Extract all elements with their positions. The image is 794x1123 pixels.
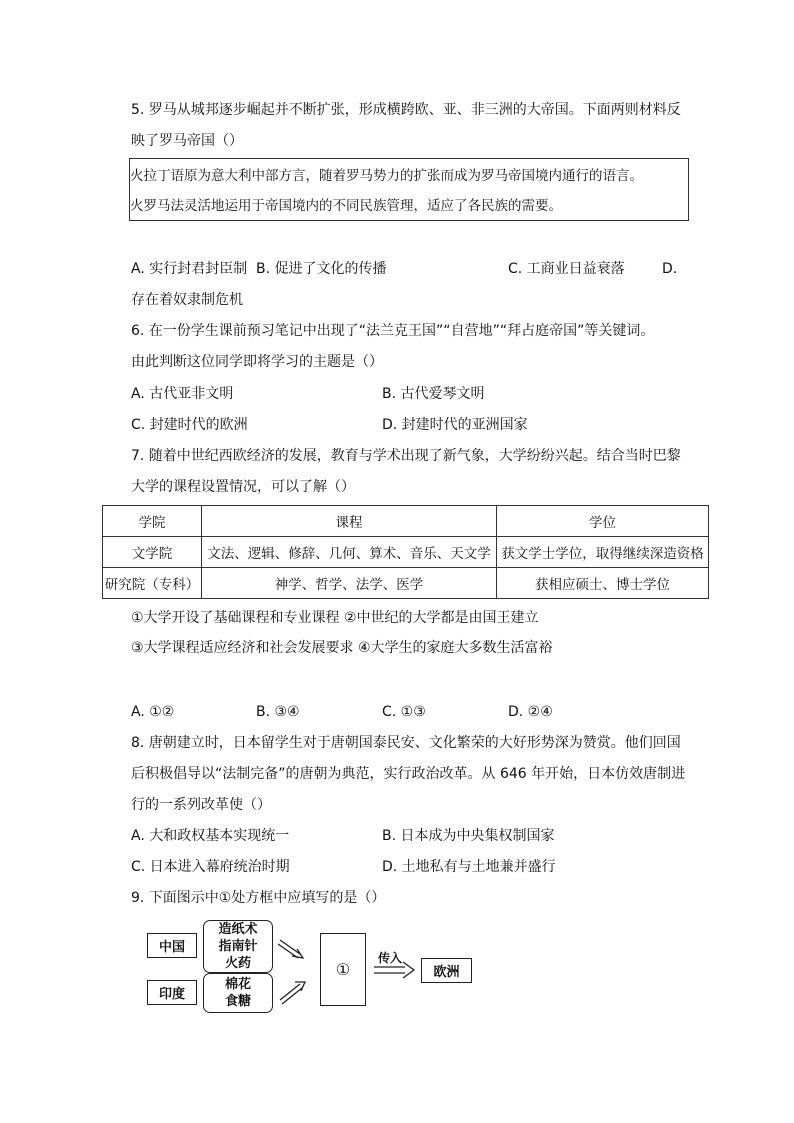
q6-option-b[interactable]: B. 古代爱琴文明 <box>382 386 485 402</box>
q6-option-d[interactable]: D. 封建时代的亚洲国家 <box>382 417 528 433</box>
table-cell: 研究院（专科） <box>103 568 202 599</box>
q5-stem-line2: 映了罗马帝国（） <box>131 133 243 149</box>
table-row <box>103 568 709 599</box>
arrow-head <box>403 962 414 978</box>
table-header-cell: 学位 <box>497 506 709 537</box>
table-cell: 获相应硕士、博士学位 <box>497 568 709 599</box>
table-header-row <box>103 506 709 537</box>
invention-item: 造纸术 <box>218 922 258 937</box>
q5-option-c[interactable]: C. 工商业日益衰落 <box>508 261 625 277</box>
q7-stem-line1: 7. 随着中世纪西欧经济的发展，教育与学术出现了新气象，大学纷纷兴起。结合当时巴黎 <box>131 448 681 464</box>
q7-option-d[interactable]: D. ②④ <box>508 704 553 720</box>
table-cell: 文法、逻辑、修辞、几何、算术、音乐、天文学 <box>202 537 497 568</box>
europe-box <box>421 958 472 983</box>
q6-stem-line1: 6. 在一份学生课前预习笔记中出现了“法兰克王国”“自营地”“拜占庭帝国”等关键词。 <box>131 323 655 339</box>
blank-box-1 <box>320 933 366 1006</box>
q7-statements-12: ①大学开设了基础课程和专业课程 ②中世纪的大学都是由国王建立 <box>131 610 539 626</box>
product-item: 棉花 <box>224 977 251 992</box>
q7-statements-34: ③大学课程适应经济和社会发展要求 ④大学生的家庭大多数生活富裕 <box>131 640 553 656</box>
q8-option-c[interactable]: C. 日本进入幕府统治时期 <box>131 859 290 875</box>
india-label: 印度 <box>158 987 185 1002</box>
q8-stem-line1: 8. 唐朝建立时，日本留学生对于唐朝国泰民安、文化繁荣的大好形势深为赞赏。他们回国 <box>131 735 681 751</box>
q8-option-d[interactable]: D. 土地私有与土地兼并盛行 <box>382 859 556 875</box>
invention-item: 指南针 <box>218 939 258 954</box>
q8-option-a[interactable]: A. 大和政权基本实现统一 <box>131 828 290 844</box>
q7-option-b[interactable]: B. ③④ <box>256 704 300 720</box>
table-cell: 神学、哲学、法学、医学 <box>202 568 497 599</box>
arrow-head <box>292 949 303 958</box>
q8-stem-line3: 行的一系列改革使（） <box>131 797 271 813</box>
table-row <box>103 537 709 568</box>
q5-material-box <box>129 158 689 221</box>
q8-option-b[interactable]: B. 日本成为中央集权制国家 <box>382 828 555 844</box>
course-table <box>102 505 709 599</box>
trade-diagram <box>140 918 480 1010</box>
europe-label: 欧洲 <box>433 965 460 980</box>
q5-stem-line1: 5. 罗马从城邦逐步崛起并不断扩张，形成横跨欧、亚、非三洲的大帝国。下面两则材料反 <box>131 102 681 118</box>
table-cell: 文学院 <box>103 537 202 568</box>
q9-stem-line1: 9. 下面图示中①处方框中应填写的是（） <box>131 890 386 906</box>
blank-marker: ① <box>335 960 351 979</box>
arrow-label: 传入 <box>378 951 403 965</box>
q5-option-b[interactable]: B. 促进了文化的传播 <box>256 261 387 277</box>
table-header-cell: 学院 <box>103 506 202 537</box>
q7-option-a[interactable]: A. ①② <box>131 704 175 720</box>
table-header-cell: 课程 <box>202 506 497 537</box>
q5-material-1: 火拉丁语原为意大利中部方言，随着罗马势力的扩张而成为罗马帝国境内通行的语言。 <box>130 168 643 184</box>
q6-stem-line2: 由此判断这位同学即将学习的主题是（） <box>131 354 383 370</box>
invention-item: 火药 <box>224 956 251 971</box>
table-cell: 获文学士学位，取得继续深造资格 <box>497 537 709 568</box>
q5-option-d-text[interactable]: 存在着奴隶制危机 <box>131 292 243 308</box>
q7-stem-line2: 大学的课程设置情况，可以了解（） <box>131 479 355 495</box>
china-label: 中国 <box>158 940 185 955</box>
q6-option-c[interactable]: C. 封建时代的欧洲 <box>131 417 248 433</box>
q5-option-d-label[interactable]: D. <box>662 261 678 277</box>
q7-option-c[interactable]: C. ①③ <box>382 704 426 720</box>
q8-stem-line2: 后积极倡导以“法制完备”的唐朝为典范，实行政治改革。从 646 年开始，日本仿效唐制进 <box>131 766 686 782</box>
q5-option-a[interactable]: A. 实行封君封臣制 <box>131 261 248 277</box>
q6-option-a[interactable]: A. 古代亚非文明 <box>131 386 234 402</box>
q5-material-2: 火罗马法灵活地运用于帝国境内的不同民族管理，适应了各民族的需要。 <box>130 198 562 214</box>
product-item: 食糖 <box>224 994 251 1009</box>
